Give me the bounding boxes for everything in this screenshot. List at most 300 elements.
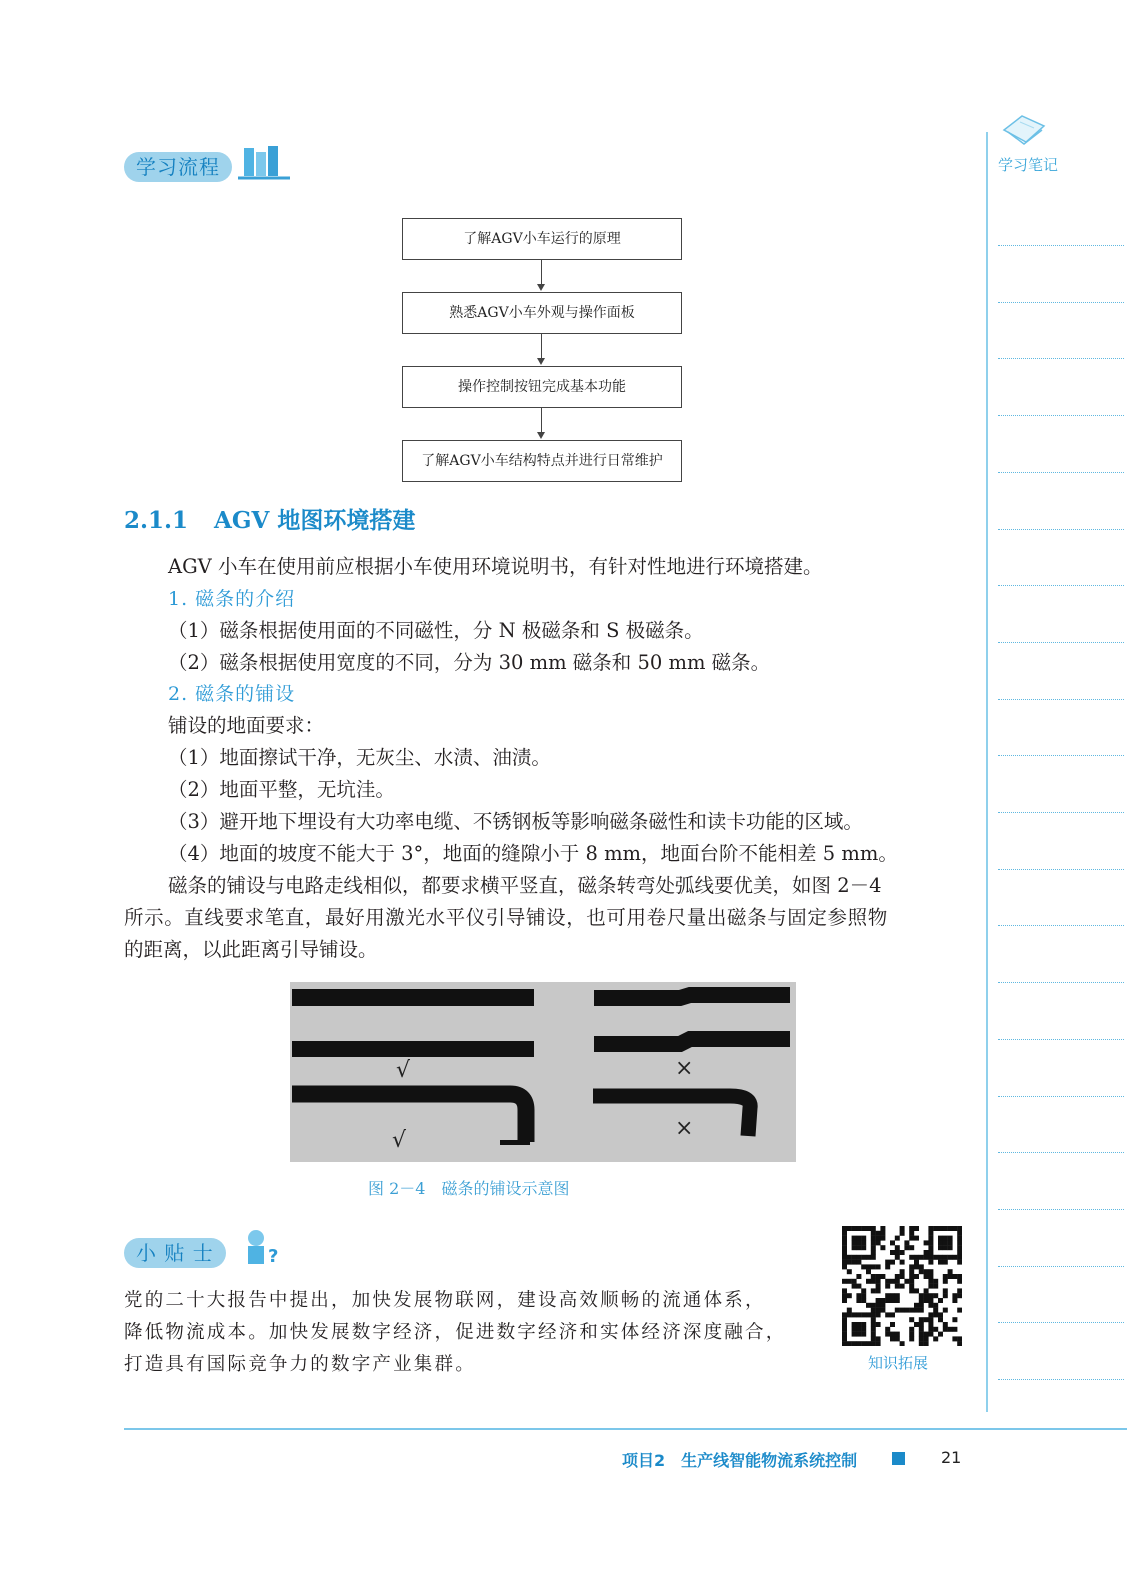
note-line <box>998 415 1124 416</box>
qr-module <box>919 1298 924 1303</box>
note-line <box>998 585 1124 586</box>
qr-module <box>948 1240 953 1245</box>
qr-module <box>900 1250 905 1255</box>
qr-module <box>933 1327 938 1332</box>
wrong-mark: × <box>675 1056 694 1081</box>
qr-module <box>928 1245 933 1250</box>
note-line <box>998 925 1124 926</box>
qr-module <box>933 1336 938 1341</box>
qr-module <box>928 1284 933 1289</box>
paragraph: （1）地面擦试干净，无灰尘、水渍、油渍。 <box>168 746 551 769</box>
note-line <box>998 1379 1124 1380</box>
qr-module <box>904 1279 909 1284</box>
qr-module <box>895 1298 900 1303</box>
qr-module <box>928 1250 933 1255</box>
qr-module <box>876 1236 881 1241</box>
qr-module <box>842 1240 847 1245</box>
qr-module <box>895 1279 900 1284</box>
qr-module <box>924 1240 929 1245</box>
qr-module <box>871 1226 876 1231</box>
qr-module <box>900 1260 905 1265</box>
qr-module <box>852 1255 857 1260</box>
qr-module <box>919 1269 924 1274</box>
qr-module <box>928 1255 933 1260</box>
qr-module <box>909 1332 914 1337</box>
qr-module <box>919 1293 924 1298</box>
qr-module <box>928 1322 933 1327</box>
qr-code[interactable] <box>842 1226 962 1346</box>
qr-module <box>924 1274 929 1279</box>
qr-module <box>890 1332 895 1337</box>
qr-module <box>933 1255 938 1260</box>
qr-module <box>885 1279 890 1284</box>
note-line <box>998 699 1124 700</box>
qr-module <box>876 1274 881 1279</box>
qr-module <box>861 1240 866 1245</box>
note-line <box>998 1322 1124 1323</box>
notes-divider <box>986 132 988 1412</box>
qr-module <box>871 1274 876 1279</box>
qr-module <box>852 1327 857 1332</box>
qr-module <box>842 1255 847 1260</box>
flow-arrowhead <box>537 358 545 365</box>
qr-module <box>895 1336 900 1341</box>
qr-module <box>842 1250 847 1255</box>
qr-module <box>952 1274 957 1279</box>
qr-module <box>866 1303 871 1308</box>
qr-module <box>847 1260 852 1265</box>
qr-module <box>919 1322 924 1327</box>
qr-module <box>943 1293 948 1298</box>
qr-module <box>957 1250 962 1255</box>
qr-module <box>861 1288 866 1293</box>
qr-module <box>952 1317 957 1322</box>
qr-module <box>909 1327 914 1332</box>
qr-module <box>852 1322 857 1327</box>
qr-module <box>861 1327 866 1332</box>
qr-module <box>842 1336 847 1341</box>
qr-module <box>871 1245 876 1250</box>
qr-module <box>943 1245 948 1250</box>
qr-module <box>952 1226 957 1231</box>
qr-module <box>856 1260 861 1265</box>
qr-module <box>957 1274 962 1279</box>
qr-module <box>924 1255 929 1260</box>
qr-module <box>880 1236 885 1241</box>
qr-module <box>866 1312 871 1317</box>
qr-module <box>928 1260 933 1265</box>
qr-module <box>928 1332 933 1337</box>
qr-module <box>895 1332 900 1337</box>
qr-module <box>861 1236 866 1241</box>
qr-module <box>890 1298 895 1303</box>
qr-module <box>856 1341 861 1346</box>
qr-module <box>914 1236 919 1241</box>
qr-module <box>952 1336 957 1341</box>
qr-module <box>938 1332 943 1337</box>
qr-module <box>890 1336 895 1341</box>
qr-module <box>909 1226 914 1231</box>
qr-module <box>928 1293 933 1298</box>
qr-module <box>856 1322 861 1327</box>
qr-module <box>919 1308 924 1313</box>
qr-module <box>856 1284 861 1289</box>
qr-module <box>861 1322 866 1327</box>
qr-module <box>909 1274 914 1279</box>
qr-module <box>914 1264 919 1269</box>
qr-module <box>861 1245 866 1250</box>
qr-module <box>928 1317 933 1322</box>
section-title: AGV 地图环境搭建 <box>214 507 416 534</box>
qr-module <box>847 1312 852 1317</box>
paragraph: 铺设的地面要求： <box>168 714 325 737</box>
qr-module <box>876 1240 881 1245</box>
qr-module <box>895 1274 900 1279</box>
qr-module <box>909 1336 914 1341</box>
flow-step: 了解AGV小车结构特点并进行日常维护 <box>402 440 682 482</box>
qr-module <box>914 1226 919 1231</box>
qr-module <box>895 1293 900 1298</box>
qr-module <box>957 1226 962 1231</box>
note-line <box>998 529 1124 530</box>
qr-module <box>919 1327 924 1332</box>
qr-module <box>952 1298 957 1303</box>
qr-module <box>847 1279 852 1284</box>
qr-module <box>909 1317 914 1322</box>
qr-module <box>871 1303 876 1308</box>
qr-module <box>856 1298 861 1303</box>
qr-module <box>909 1279 914 1284</box>
qr-module <box>861 1298 866 1303</box>
qr-module <box>933 1303 938 1308</box>
qr-module <box>852 1312 857 1317</box>
subheading-magnetic-intro: 1. 磁条的介绍 <box>168 588 296 610</box>
qr-module <box>880 1226 885 1231</box>
page-number: 21 <box>941 1448 962 1467</box>
qr-module <box>866 1255 871 1260</box>
note-line <box>998 1152 1124 1153</box>
qr-module <box>885 1284 890 1289</box>
qr-module <box>948 1245 953 1250</box>
qr-module <box>943 1308 948 1313</box>
qr-module <box>952 1327 957 1332</box>
qr-module <box>852 1341 857 1346</box>
qr-module <box>842 1226 847 1231</box>
qr-module <box>871 1288 876 1293</box>
qr-module <box>842 1327 847 1332</box>
qr-module <box>957 1308 962 1313</box>
qr-module <box>943 1240 948 1245</box>
qr-module <box>890 1293 895 1298</box>
qr-module <box>938 1260 943 1265</box>
qr-module <box>852 1226 857 1231</box>
qr-module <box>943 1255 948 1260</box>
qr-module <box>938 1245 943 1250</box>
qr-module <box>890 1250 895 1255</box>
qr-module <box>856 1240 861 1245</box>
qr-module <box>852 1236 857 1241</box>
qr-module <box>856 1245 861 1250</box>
qr-module <box>948 1327 953 1332</box>
qr-module <box>871 1332 876 1337</box>
qr-module <box>909 1236 914 1241</box>
qr-module <box>909 1255 914 1260</box>
qr-module <box>928 1327 933 1332</box>
qr-module <box>852 1245 857 1250</box>
qr-module <box>938 1255 943 1260</box>
qr-module <box>943 1226 948 1231</box>
qr-module <box>856 1274 861 1279</box>
qr-module <box>876 1322 881 1327</box>
qr-module <box>924 1269 929 1274</box>
qr-module <box>842 1332 847 1337</box>
paragraph: 的距离，以此距离引导铺设。 <box>124 938 378 961</box>
note-line <box>998 358 1124 359</box>
qr-module <box>957 1231 962 1236</box>
qr-module <box>861 1255 866 1260</box>
qr-module <box>842 1312 847 1317</box>
flow-arrow <box>541 259 542 284</box>
qr-module <box>890 1260 895 1265</box>
qr-module <box>842 1322 847 1327</box>
tips-badge: 小 贴 士 <box>124 1238 226 1268</box>
qr-module <box>876 1264 881 1269</box>
qr-module <box>856 1255 861 1260</box>
qr-module <box>895 1245 900 1250</box>
tips-text: 打造具有国际竞争力的数字产业集群。 <box>124 1354 476 1375</box>
qr-module <box>895 1255 900 1260</box>
qr-module <box>943 1322 948 1327</box>
qr-module <box>924 1293 929 1298</box>
note-line <box>998 302 1124 303</box>
paragraph: （2）地面平整，无坑洼。 <box>168 778 395 801</box>
qr-module <box>928 1279 933 1284</box>
wrong-mark: × <box>675 1116 694 1141</box>
qr-module <box>957 1260 962 1265</box>
correct-mark: √ <box>392 1128 407 1153</box>
qr-module <box>856 1236 861 1241</box>
qr-module <box>880 1274 885 1279</box>
note-line <box>998 1209 1124 1210</box>
qr-module <box>914 1322 919 1327</box>
figure-caption: 图 2－4 磁条的铺设示意图 <box>368 1179 570 1198</box>
qr-module <box>871 1255 876 1260</box>
qr-module <box>890 1279 895 1284</box>
qr-module <box>866 1341 871 1346</box>
qr-module <box>847 1255 852 1260</box>
qr-module <box>928 1240 933 1245</box>
qr-module <box>842 1264 847 1269</box>
note-line <box>998 869 1124 870</box>
qr-module <box>904 1240 909 1245</box>
qr-module <box>871 1250 876 1255</box>
qr-module <box>866 1279 871 1284</box>
qr-module <box>938 1312 943 1317</box>
footer-divider <box>124 1428 1127 1430</box>
qr-module <box>885 1298 890 1303</box>
flow-step: 熟悉AGV小车外观与操作面板 <box>402 292 682 334</box>
qr-module <box>861 1264 866 1269</box>
qr-module <box>957 1288 962 1293</box>
qr-module <box>900 1226 905 1231</box>
qr-module <box>861 1312 866 1317</box>
qr-module <box>885 1312 890 1317</box>
qr-module <box>948 1226 953 1231</box>
qr-module <box>938 1317 943 1322</box>
qr-module <box>842 1260 847 1265</box>
qr-module <box>914 1308 919 1313</box>
qr-module <box>871 1240 876 1245</box>
qr-module <box>904 1308 909 1313</box>
qr-module <box>842 1245 847 1250</box>
qr-module <box>876 1308 881 1313</box>
qr-module <box>866 1226 871 1231</box>
subheading-magnetic-laying: 2. 磁条的铺设 <box>168 683 296 705</box>
qr-module <box>856 1312 861 1317</box>
qr-module <box>876 1298 881 1303</box>
qr-module <box>861 1341 866 1346</box>
qr-module <box>861 1226 866 1231</box>
qr-module <box>948 1236 953 1241</box>
qr-module <box>880 1308 885 1313</box>
qr-module <box>876 1279 881 1284</box>
qr-module <box>890 1240 895 1245</box>
tips-question-icon <box>236 1222 286 1268</box>
note-line <box>998 1096 1124 1097</box>
qr-module <box>909 1264 914 1269</box>
qr-module <box>914 1288 919 1293</box>
qr-module <box>933 1226 938 1231</box>
qr-module <box>924 1298 929 1303</box>
qr-module <box>933 1293 938 1298</box>
qr-module <box>866 1264 871 1269</box>
flow-arrow <box>541 407 542 432</box>
qr-module <box>842 1236 847 1241</box>
qr-module <box>938 1240 943 1245</box>
qr-module <box>957 1341 962 1346</box>
qr-module <box>885 1264 890 1269</box>
qr-module <box>871 1236 876 1241</box>
footer-square <box>892 1452 905 1465</box>
qr-module <box>919 1264 924 1269</box>
qr-module <box>876 1341 881 1346</box>
magnetic-strip-figure <box>290 982 796 1162</box>
flow-step: 了解AGV小车运行的原理 <box>402 218 682 260</box>
qr-module <box>919 1332 924 1337</box>
learning-flow-badge: 学习流程 <box>124 152 232 182</box>
qr-module <box>856 1327 861 1332</box>
qr-module <box>943 1274 948 1279</box>
qr-module <box>909 1308 914 1313</box>
qr-module <box>919 1303 924 1308</box>
qr-module <box>871 1341 876 1346</box>
qr-module <box>909 1231 914 1236</box>
paragraph: （3）避开地下埋设有大功率电缆、不锈钢板等影响磁条磁性和读卡功能的区域。 <box>168 810 863 833</box>
qr-module <box>948 1269 953 1274</box>
qr-module <box>952 1293 957 1298</box>
note-line <box>998 642 1124 643</box>
qr-module <box>957 1336 962 1341</box>
note-line <box>998 982 1124 983</box>
svg-text:?: ? <box>268 1246 279 1267</box>
qr-module <box>871 1327 876 1332</box>
qr-module <box>871 1264 876 1269</box>
qr-module <box>928 1236 933 1241</box>
qr-module <box>885 1332 890 1337</box>
qr-module <box>871 1308 876 1313</box>
correct-mark: √ <box>396 1058 411 1083</box>
qr-module <box>866 1269 871 1274</box>
qr-module <box>871 1312 876 1317</box>
qr-module <box>842 1293 847 1298</box>
qr-module <box>924 1250 929 1255</box>
qr-module <box>938 1236 943 1241</box>
qr-module <box>919 1255 924 1260</box>
qr-module <box>924 1317 929 1322</box>
qr-module <box>924 1341 929 1346</box>
qr-module <box>885 1293 890 1298</box>
qr-module <box>957 1255 962 1260</box>
qr-module <box>842 1341 847 1346</box>
note-line <box>998 472 1124 473</box>
qr-module <box>933 1279 938 1284</box>
qr-module <box>957 1240 962 1245</box>
notes-title: 学习笔记 <box>998 156 1059 174</box>
qr-module <box>948 1274 953 1279</box>
qr-module <box>852 1284 857 1289</box>
section-number: 2.1.1 <box>124 507 189 534</box>
qr-module <box>856 1293 861 1298</box>
qr-module <box>895 1284 900 1289</box>
qr-module <box>909 1245 914 1250</box>
qr-module <box>928 1269 933 1274</box>
qr-module <box>852 1279 857 1284</box>
qr-module <box>952 1255 957 1260</box>
qr-module <box>924 1336 929 1341</box>
books-icon <box>236 142 292 184</box>
note-line <box>998 1266 1124 1267</box>
qr-label: 知识拓展 <box>868 1354 929 1372</box>
qr-module <box>909 1269 914 1274</box>
qr-module <box>919 1336 924 1341</box>
qr-module <box>948 1255 953 1260</box>
qr-module <box>847 1308 852 1313</box>
qr-module <box>900 1284 905 1289</box>
qr-module <box>909 1288 914 1293</box>
qr-module <box>928 1274 933 1279</box>
qr-module <box>957 1293 962 1298</box>
qr-module <box>928 1226 933 1231</box>
qr-module <box>856 1332 861 1337</box>
note-line <box>998 1039 1124 1040</box>
qr-module <box>928 1231 933 1236</box>
qr-module <box>938 1226 943 1231</box>
qr-module <box>890 1312 895 1317</box>
note-line <box>998 755 1124 756</box>
qr-module <box>871 1231 876 1236</box>
qr-module <box>876 1288 881 1293</box>
qr-module <box>895 1236 900 1241</box>
qr-module <box>876 1284 881 1289</box>
qr-module <box>861 1332 866 1337</box>
tips-text: 党的二十大报告中提出，加快发展物联网，建设高效顺畅的流通体系， <box>124 1290 766 1311</box>
flow-arrowhead <box>537 432 545 439</box>
qr-module <box>943 1236 948 1241</box>
qr-module <box>842 1231 847 1236</box>
qr-module <box>914 1255 919 1260</box>
qr-module <box>957 1245 962 1250</box>
qr-module <box>900 1269 905 1274</box>
